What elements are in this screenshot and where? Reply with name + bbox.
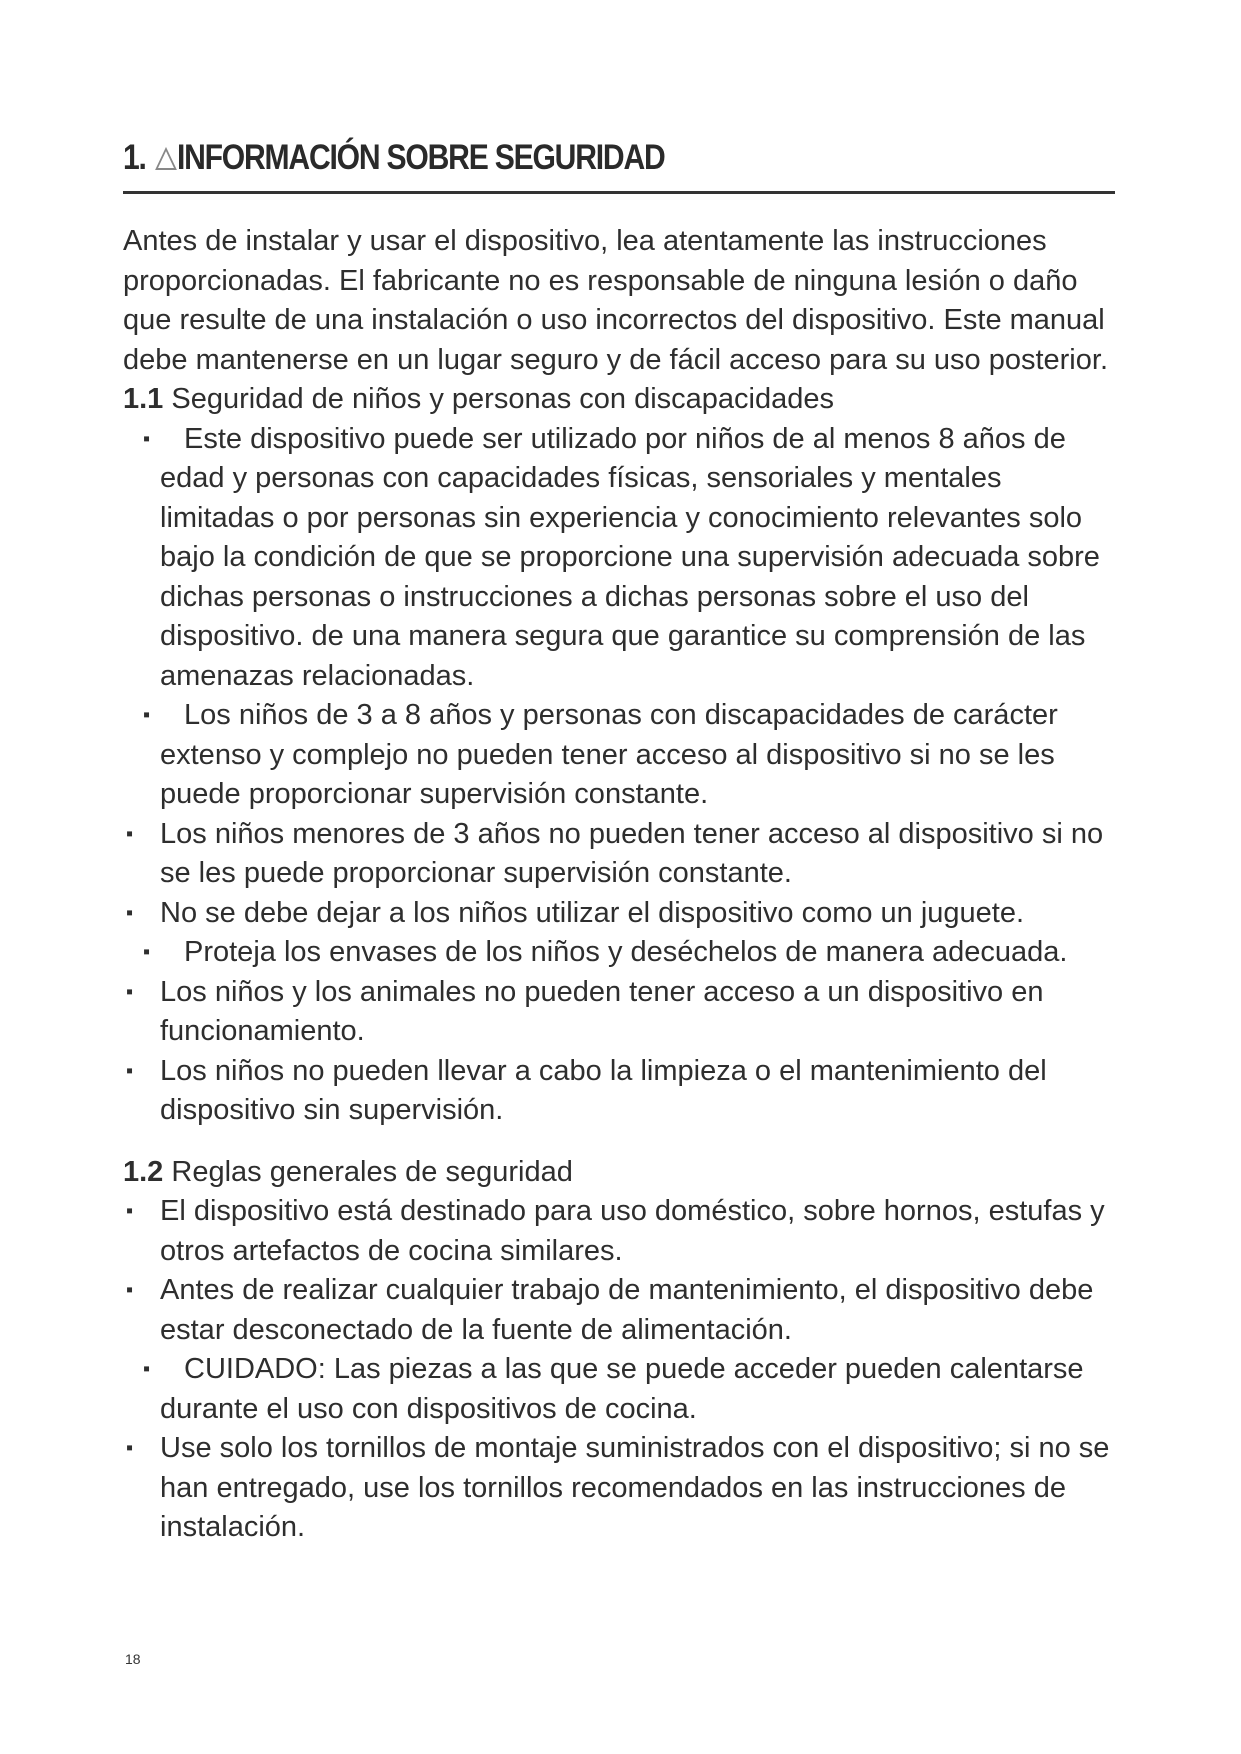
list-item-text: No se debe dejar a los niños utilizar el dispositivo como un juguete. (160, 896, 1025, 929)
list-item-text: El dispositivo está destinado para uso doméstico, sobre hornos, estufas y otros artefactos de cocina similares. (160, 1195, 1105, 1267)
section-1-1-title (123, 380, 1123, 420)
section-1-1-list (123, 420, 1123, 1131)
bullet-icon: ▪ (126, 901, 134, 924)
list-item-text: Los niños no pueden llevar a cabo la limpieza o el mantenimiento del dispositivo sin supervisión. (160, 1054, 1047, 1126)
list-item-text: Proteja los envases de los niños y deséchelos de manera adecuada. (184, 936, 1068, 968)
bullet-icon: ▪ (143, 704, 151, 726)
bullet-icon: ▪ (126, 1200, 134, 1222)
list-item (123, 894, 1123, 934)
list-item (123, 1192, 1123, 1271)
document-body (123, 222, 1123, 1548)
section-number: 1.2 (123, 1155, 164, 1188)
list-item-text: Use solo los tornillos de montaje suministrados con el dispositivo; si no se han entregado, use los tornillos recomendados en las instrucciones de instalación. (160, 1432, 1110, 1543)
list-item (123, 815, 1123, 894)
bullet-icon: ▪ (143, 941, 151, 963)
section-heading (123, 138, 1115, 194)
bullet-icon: ▪ (126, 822, 134, 845)
list-item-text: CUIDADO: Las piezas a las que se puede acceder pueden calentarse durante el uso con dispositivos de cocina. (160, 1353, 1084, 1425)
section-1-2-list (123, 1192, 1123, 1548)
section-1-2-title (123, 1153, 1123, 1193)
bullet-icon: ▪ (126, 1437, 134, 1459)
list-item-text: Este dispositivo puede ser utilizado por niños de al menos 8 años de edad y personas con capacidades físicas, sensoriales y mentales limitadas o por personas sin experiencia y conocimiento relevantes solo bajo la condición de que se proporcione una supervisión adecuada sobre dichas personas o instrucciones a dichas personas sobre el uso del dispositivo. de una manera segura que garantice su comprensión de las amenazas relacionadas. (160, 422, 1100, 692)
bullet-icon: ▪ (126, 1059, 134, 1082)
list-item (123, 973, 1123, 1052)
warning-triangle-icon (155, 147, 177, 171)
list-item (123, 1052, 1123, 1131)
list-item (123, 933, 1123, 973)
section-number: 1.1 (123, 383, 164, 415)
page-number: 18 (125, 1651, 141, 1667)
list-item (123, 1429, 1123, 1548)
page-title (123, 138, 665, 178)
list-item (123, 1271, 1123, 1350)
list-item (123, 1350, 1123, 1429)
bullet-icon: ▪ (126, 1279, 134, 1301)
section-title: Reglas generales de seguridad (171, 1155, 573, 1188)
bullet-icon: ▪ (126, 980, 134, 1003)
intro-paragraph: Antes de instalar y usar el dispositivo, lea atentamente las instrucciones proporcionadas. El fabricante no es responsable de ninguna lesión o daño que resulte de una instalación o uso incorrectos del dispositivo. Este manual debe mantenerse en un lugar seguro y de fácil acceso para su uso posterior. (123, 225, 1108, 376)
list-item (123, 696, 1123, 815)
list-item (123, 420, 1123, 697)
section-title: Seguridad de niños y personas con discapacidades (171, 383, 835, 415)
bullet-icon: ▪ (143, 1358, 151, 1380)
heading-title: INFORMACIÓN SOBRE SEGURIDAD (176, 138, 665, 177)
list-item-text: Antes de realizar cualquier trabajo de mantenimiento, el dispositivo debe estar desconectado de la fuente de alimentación. (160, 1274, 1094, 1346)
heading-number: 1. (123, 138, 146, 177)
list-item-text: Los niños menores de 3 años no pueden tener acceso al dispositivo si no se les puede proporcionar supervisión constante. (160, 817, 1104, 889)
bullet-icon: ▪ (143, 427, 151, 450)
list-item-text: Los niños y los animales no pueden tener acceso a un dispositivo en funcionamiento. (160, 975, 1044, 1047)
list-item-text: Los niños de 3 a 8 años y personas con discapacidades de carácter extenso y complejo no pueden tener acceso al dispositivo si no se les puede proporcionar supervisión constante. (160, 699, 1058, 810)
